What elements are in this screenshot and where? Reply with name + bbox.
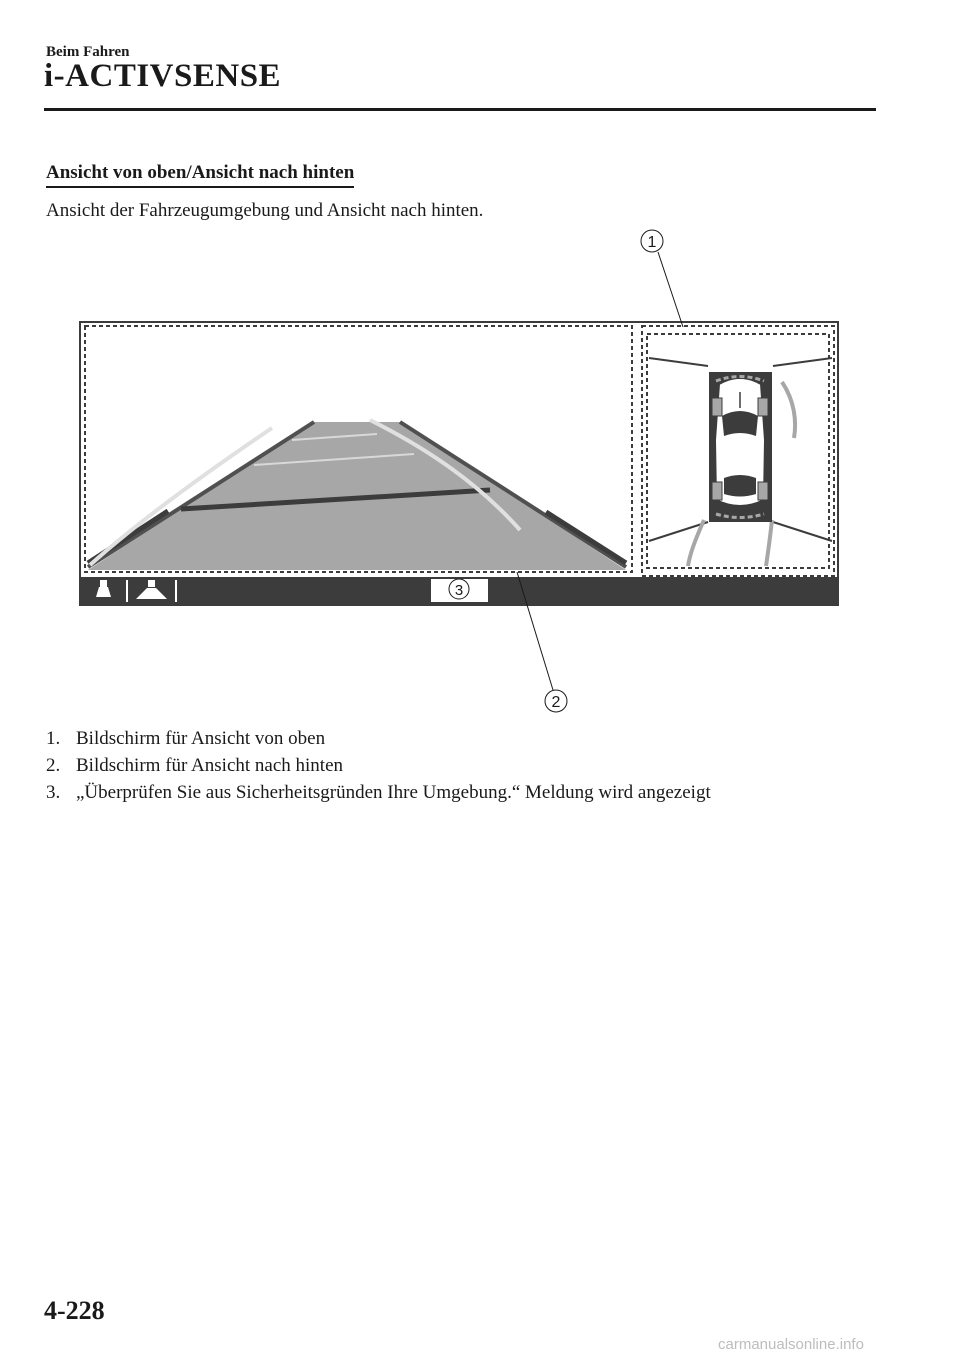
chapter-title: i-ACTIVSENSE — [44, 58, 282, 94]
callout-2-label: 2 — [551, 694, 561, 711]
section-label: Beim Fahren — [46, 44, 130, 60]
car-icon — [709, 372, 772, 522]
watermark: carmanualsonline.info — [718, 1336, 864, 1353]
legend-item: 1. Bildschirm für Ansicht von oben — [46, 728, 326, 749]
camera-display-figure — [0, 220, 960, 720]
callout-1-label: 1 — [647, 234, 657, 251]
subheading: Ansicht von oben/Ansicht nach hinten — [46, 162, 354, 188]
legend-item: 3. „Überprüfen Sie aus Sicherheitsgründen Ihre Umgebung.“ Meldung wird angezeigt — [46, 782, 711, 803]
page-number: 4-228 — [44, 1296, 105, 1325]
legend-item: 2. Bildschirm für Ansicht nach hinten — [46, 755, 344, 776]
callout-3-label: 3 — [454, 582, 464, 599]
intro-text: Ansicht der Fahrzeugumgebung und Ansicht nach hinten. — [46, 200, 484, 221]
header-rule — [44, 108, 876, 111]
figure-legend — [46, 725, 711, 806]
